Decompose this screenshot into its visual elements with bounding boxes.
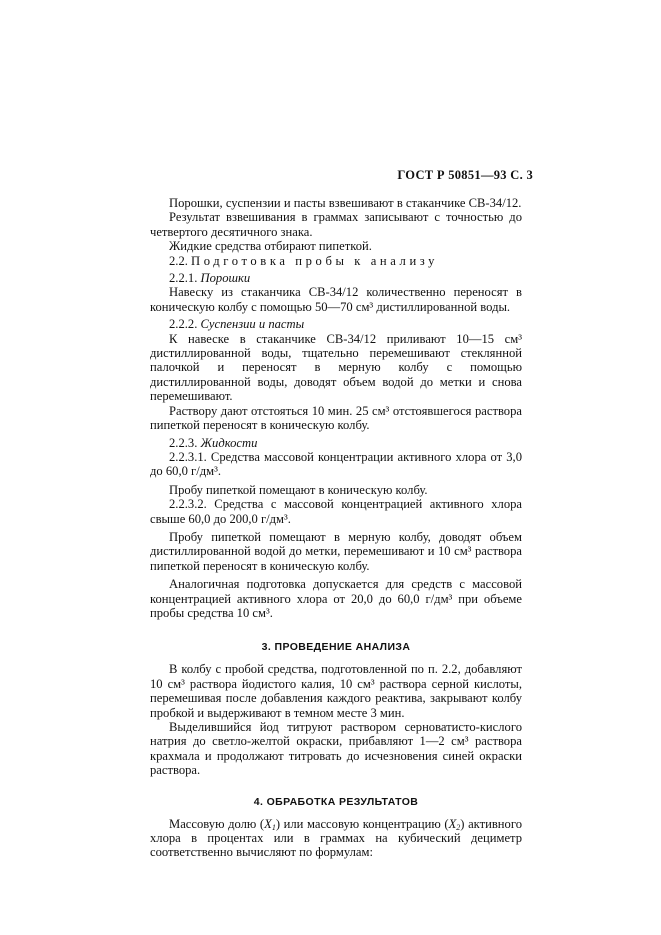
paragraph: 2.2.3.1. Средства массовой концентрации активного хлора от 3,0 до 60,0 г/дм³. [150,449,522,479]
text-run: ) активного хлора в процентах или в граммах на кубический дециметр соответственно вычисляют по формулам: [150,816,522,860]
document-body [150,196,522,860]
paragraph: К навеске в стаканчике СВ-34/12 приливают 10—15 см³ дистиллированной воды, тщательно перемешивают стеклянной палочкой и переносят в мерную колбу с помощью дистиллированной воды, доводят объем водой до метки и снова перемешивают. [150,331,522,404]
subsection-heading-2-2-2 [150,317,522,331]
variable-letter: X [264,816,272,831]
paragraph: Пробу пипеткой помещают в мерную колбу, доводят объем дистиллированной водой до метки, перемешивают и 10 см³ раствора пипеткой переносят в коническую колбу. [150,529,522,573]
variable-x2 [449,817,461,831]
section-number: 2.2. [169,253,188,268]
paragraph: 2.2.3.2. Средства с массовой концентрацией активного хлора свыше 60,0 до 200,0 г/дм³. [150,497,522,526]
variable-subscript: 1 [271,822,276,832]
section-number: 2.2.3. [169,435,198,450]
section-title: Подготовка пробы к анализу [191,253,438,268]
text-run: Массовую долю ( [169,816,265,831]
section-title: Порошки [200,271,251,286]
variable-letter: X [448,816,457,831]
paragraph: В колбу с пробой средства, подготовленной по п. 2.2, добавляют 10 см³ раствора йодистого калия, 10 см³ раствора серной кислоты, перемешивая после добавления каждого реактива, закрывают колбу пробкой и выдерживают в темном месте 3 мин. [150,662,522,720]
paragraph: Аналогичная подготовка допускается для средств с массовой концентрацией активного хлора от 20,0 до 60,0 г/дм³ при объеме пробы средства 10 см³. [150,577,522,620]
page-header: ГОСТ Р 50851—93 С. 3 [397,168,533,182]
paragraph: Результат взвешивания в граммах записывают с точностью до четвертого десятичного знака. [150,210,522,239]
section-title: Жидкости [200,435,258,450]
subsection-heading-2-2-3 [150,436,522,450]
paragraph: Порошки, суспензии и пасты взвешивают в стаканчике СВ-34/12. [169,196,522,210]
paragraph: Раствору дают отстояться 10 мин. 25 см³ отстоявшегося раствора пипеткой переносят в коническую колбу. [150,403,522,433]
section-heading-2-2 [150,254,522,268]
section-number: 2.2.2. [169,317,198,332]
paragraph: Навеску из стаканчика СВ-34/12 количественно переносят в коническую колбу с помощью 50—70 см³ дистиллированной воды. [150,285,522,314]
paragraph: Жидкие средства отбирают пипеткой. [169,239,372,254]
paragraph-formula-intro [150,817,522,860]
text-run: ) или массовую концентрацию ( [275,816,449,831]
variable-x1 [264,817,276,831]
section-heading-4: 4. ОБРАБОТКА РЕЗУЛЬТАТОВ [253,795,419,808]
variable-subscript: 2 [456,822,461,832]
section-number: 2.2.1. [169,271,198,286]
section-title: Суспензии и пасты [200,317,305,332]
paragraph: Пробу пипеткой помещают в коническую колбу. [169,482,428,497]
subsection-heading-2-2-1 [150,271,522,285]
section-heading-3: 3. ПРОВЕДЕНИЕ АНАЛИЗА [261,641,411,654]
paragraph: Выделившийся йод титруют раствором серноватисто-кислого натрия до светло-желтой окраски, прибавляют 1—2 см³ раствора крахмала и продолжают титровать до исчезновения синей окраски раствора. [150,720,522,778]
